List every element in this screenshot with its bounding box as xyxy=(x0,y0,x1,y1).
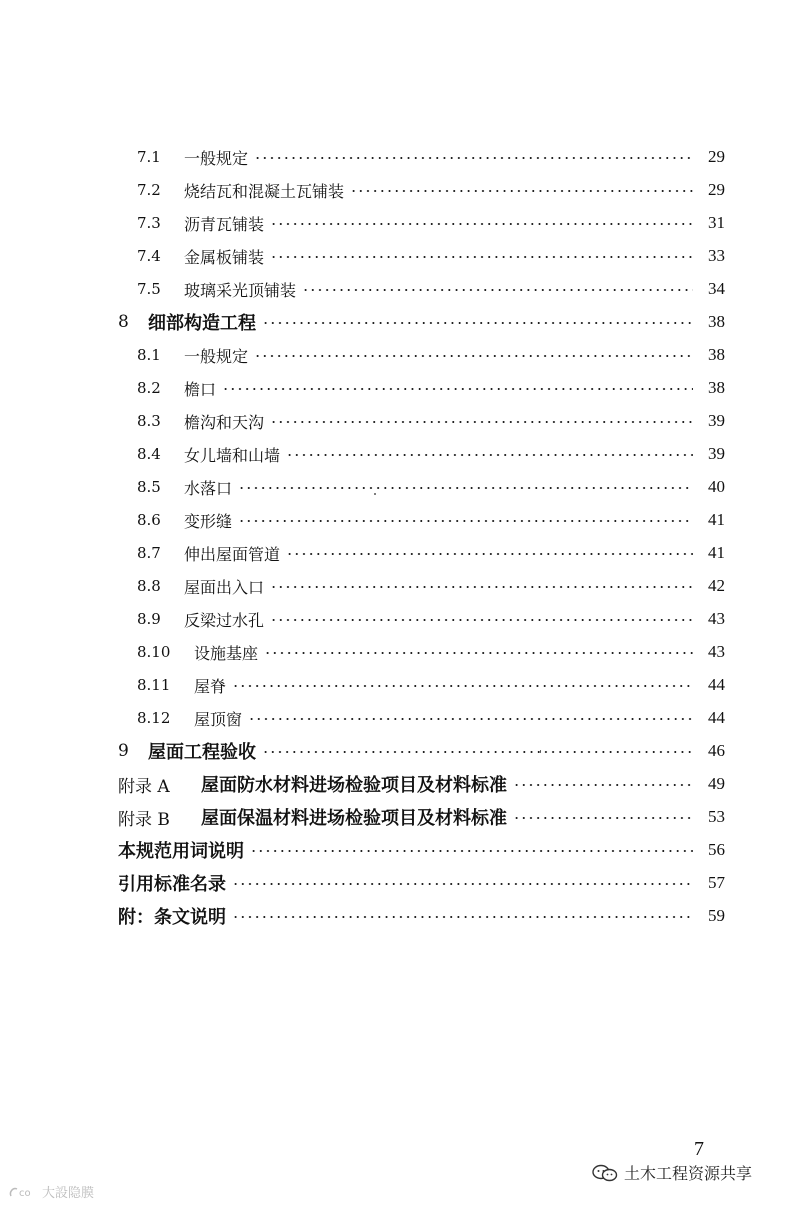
toc-entry-number: 7.3 xyxy=(137,214,161,232)
toc-entry[interactable] xyxy=(0,835,803,865)
toc-entry[interactable] xyxy=(0,340,803,370)
toc-entry-page: 29 xyxy=(708,180,725,199)
page-number: 7 xyxy=(694,1138,704,1160)
toc-entry-title: 玻璃采光顶铺装 xyxy=(184,278,300,301)
toc-entry[interactable] xyxy=(0,571,803,601)
toc-entry-title: 屋面出入口 xyxy=(184,575,268,598)
toc-entry-title: 伸出屋面管道 xyxy=(184,542,284,565)
toc-entry-page: 41 xyxy=(708,510,725,529)
toc-entry-number: 8.7 xyxy=(137,544,161,562)
toc-entry-number: 8.9 xyxy=(137,610,161,628)
toc-leader-dots xyxy=(238,487,693,489)
brand-logo-icon xyxy=(8,1185,40,1199)
toc-leader-dots xyxy=(248,718,693,720)
toc-entry-number: 9 xyxy=(118,741,129,761)
toc-entry-number: 7.1 xyxy=(137,148,161,166)
toc-entry[interactable] xyxy=(0,175,803,205)
toc-entry-number: 8.3 xyxy=(137,412,161,430)
toc-entry-title: 屋面保温材料进场检验项目及材料标准 xyxy=(201,804,511,830)
toc-entry[interactable] xyxy=(0,802,803,832)
toc-entry-page: 42 xyxy=(708,576,725,595)
toc-leader-dots xyxy=(262,322,693,324)
toc-entry-page: 38 xyxy=(708,345,725,364)
toc-entry-number: 8.12 xyxy=(137,709,171,727)
toc-entry-page: 53 xyxy=(708,807,725,826)
toc-entry[interactable] xyxy=(0,868,803,898)
toc-entry[interactable] xyxy=(0,604,803,634)
toc-leader-dots xyxy=(254,157,693,159)
toc-leader-dots xyxy=(270,619,693,621)
toc-entry-page: 43 xyxy=(708,609,725,628)
toc-entry-page: 49 xyxy=(708,774,725,793)
toc-entry-title: 设施基座 xyxy=(194,641,262,664)
toc-entry[interactable] xyxy=(0,406,803,436)
toc-entry-title: 屋顶窗 xyxy=(194,707,246,730)
toc-entry-page: 57 xyxy=(708,873,725,892)
toc-entry[interactable] xyxy=(0,439,803,469)
toc-entry-number: 8.4 xyxy=(137,445,161,463)
toc-leader-dots xyxy=(232,685,693,687)
toc-leader-dots xyxy=(270,256,693,258)
toc-entry-page: 33 xyxy=(708,246,725,265)
toc-entry[interactable] xyxy=(0,505,803,535)
toc-entry-title: 烧结瓦和混凝土瓦铺装 xyxy=(184,179,348,202)
toc-entry-page: 40 xyxy=(708,477,725,496)
toc-entry[interactable] xyxy=(0,208,803,238)
toc-leader-dots xyxy=(302,289,693,291)
toc-entry-page: 39 xyxy=(708,444,725,463)
toc-entry[interactable] xyxy=(0,274,803,304)
toc-entry-page: 31 xyxy=(708,213,725,232)
toc-entry-title: 水落口 xyxy=(184,476,236,499)
toc-entry-number: 8.10 xyxy=(137,643,171,661)
toc-leader-dots xyxy=(270,223,693,225)
toc-entry-page: 56 xyxy=(708,840,725,859)
toc-entry-title: 本规范用词说明 xyxy=(118,837,248,863)
toc-entry[interactable] xyxy=(0,307,803,337)
wechat-icon xyxy=(592,1164,618,1182)
toc-leader-dots xyxy=(222,388,693,390)
toc-leader-dots xyxy=(250,850,693,852)
toc-entry[interactable] xyxy=(0,769,803,799)
toc-leader-dots xyxy=(286,454,693,456)
toc-entry-page: 39 xyxy=(708,411,725,430)
toc-entry-number: 附录 A xyxy=(118,776,170,797)
toc-entry-page: 43 xyxy=(708,642,725,661)
toc-entry-number: 8.5 xyxy=(137,478,161,496)
toc-entry-page: 38 xyxy=(708,312,725,331)
toc-entry-page: 41 xyxy=(708,543,725,562)
toc-entry[interactable] xyxy=(0,142,803,172)
toc-entry[interactable] xyxy=(0,538,803,568)
scan-speck xyxy=(540,750,541,753)
watermark-brand xyxy=(8,1182,94,1201)
toc-entry-title: 细部构造工程 xyxy=(148,309,260,335)
toc-entry-title: 附：条文说明 xyxy=(118,903,230,929)
toc-leader-dots xyxy=(232,916,693,918)
toc-entry-number: 8.8 xyxy=(137,577,161,595)
toc-entry-page: 38 xyxy=(708,378,725,397)
toc-entry-page: 34 xyxy=(708,279,725,298)
toc-entry-title: 屋面防水材料进场检验项目及材料标准 xyxy=(201,771,511,797)
toc-entry-page: 59 xyxy=(708,906,725,925)
toc-entry-title: 一般规定 xyxy=(184,344,252,367)
toc-entry-number: 8.6 xyxy=(137,511,161,529)
toc-entry-title: 变形缝 xyxy=(184,509,236,532)
toc-entry-page: 46 xyxy=(708,741,725,760)
toc-entry-page: 44 xyxy=(708,708,725,727)
scan-speck xyxy=(374,493,376,495)
toc-entry[interactable] xyxy=(0,241,803,271)
toc-entry-title: 金属板铺装 xyxy=(184,245,268,268)
toc-leader-dots xyxy=(270,586,693,588)
toc-entry-title: 反梁过水孔 xyxy=(184,608,268,631)
toc-entry[interactable] xyxy=(0,637,803,667)
toc-leader-dots xyxy=(513,817,693,819)
toc-entry-title: 引用标准名录 xyxy=(118,870,230,896)
toc-leader-dots xyxy=(254,355,693,357)
svg-text:co: co xyxy=(19,1187,31,1199)
toc-entry-number: 8.1 xyxy=(137,346,161,364)
toc-entry-title: 沥青瓦铺装 xyxy=(184,212,268,235)
toc-leader-dots xyxy=(264,652,693,654)
toc-entry-page: 44 xyxy=(708,675,725,694)
toc-entry-number: 8 xyxy=(118,312,129,332)
toc-leader-dots xyxy=(270,421,693,423)
toc-leader-dots xyxy=(350,190,693,192)
toc-entry[interactable] xyxy=(0,703,803,733)
toc-entry-title: 一般规定 xyxy=(184,146,252,169)
toc-entry[interactable] xyxy=(0,670,803,700)
toc-leader-dots xyxy=(286,553,693,555)
toc-entry[interactable] xyxy=(0,901,803,931)
watermark-wechat xyxy=(592,1161,752,1184)
toc-leader-dots xyxy=(232,883,693,885)
toc-leader-dots xyxy=(238,520,693,522)
toc-entry-title: 檐口 xyxy=(184,377,220,400)
toc-entry-title: 屋面工程验收 xyxy=(148,738,260,764)
toc-entry-number: 附录 B xyxy=(118,809,170,830)
toc-entry[interactable] xyxy=(0,736,803,766)
toc-entry-number: 7.4 xyxy=(137,247,161,265)
toc-entry-page: 29 xyxy=(708,147,725,166)
toc-entry-number: 7.5 xyxy=(137,280,161,298)
toc-entry-number: 8.11 xyxy=(137,676,171,694)
toc-entry-title: 屋脊 xyxy=(194,674,230,697)
toc-entry[interactable] xyxy=(0,373,803,403)
watermark-text: 大設隐膜 xyxy=(42,1186,95,1201)
toc-entry-title: 女儿墙和山墙 xyxy=(184,443,284,466)
toc-leader-dots xyxy=(513,784,693,786)
toc-entry-title: 檐沟和天沟 xyxy=(184,410,268,433)
toc-entry-number: 7.2 xyxy=(137,181,161,199)
watermark-text: 土木工程资源共享 xyxy=(624,1164,753,1183)
toc-entry-number: 8.2 xyxy=(137,379,161,397)
toc-leader-dots xyxy=(262,751,693,753)
toc-entry[interactable] xyxy=(0,472,803,502)
